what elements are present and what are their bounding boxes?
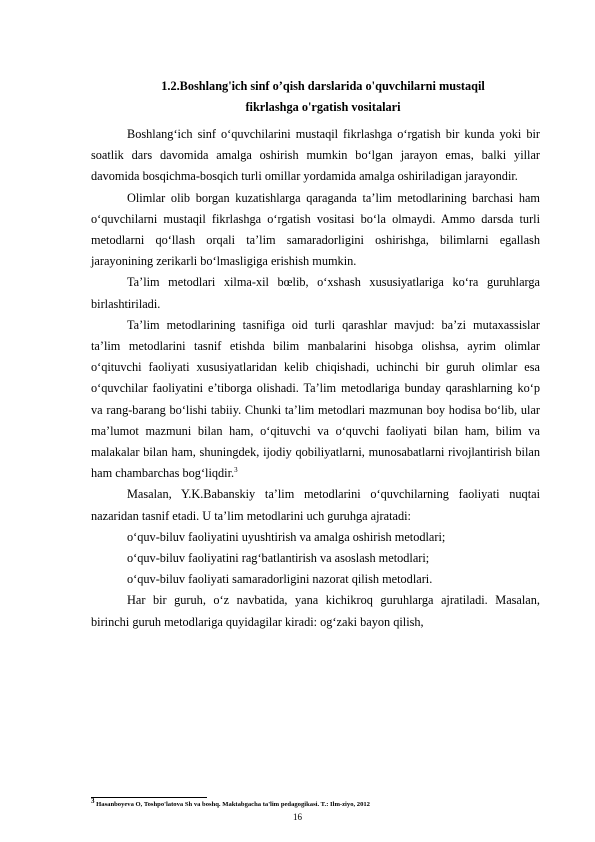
paragraph: Har bir guruh, o‘z navbatida, yana kichikroq guruhlarga ajratiladi. Masalan, birinchi guruh metodlariga quyidagilar kiradi: og‘zaki bayon qilish, [91, 593, 540, 629]
section-heading-line1: 1.2.Boshlang'ich sinf o’qish darslarida o'quvchilarni mustaqil [161, 79, 485, 93]
footnote-marker: 3 [234, 466, 238, 475]
paragraph: Ta’lim metodlari xilma-xil bœlib, o‘xshash xususiyatlariga ko‘ra guruhlarga birlashtiriladi. [91, 275, 540, 311]
paragraph: Masalan, Y.K.Babanskiy ta’lim metodlarini o‘quvchilarning faoliyati nuqtai nazaridan tasnif etadi. U ta’lim metodlarini uch guruhga ajratadi: [91, 487, 540, 523]
page-number: 16 [293, 812, 302, 822]
list-item: o‘quv-biluv faoliyati samaradorligini nazorat qilish metodlari. [127, 572, 433, 587]
list-item: o‘quv-biluv faoliyatini rag‘batlantirish va asoslash metodlari; [127, 551, 430, 566]
footnote [91, 797, 370, 809]
footnote-text: Hasanboyeva O, Toshpo'latova Sh va boshq. Maktabgacha ta'lim pedagogikasi. T.: Ilm-ziyo, 2012 [96, 801, 370, 809]
paragraph: Olimlar olib borgan kuzatishlarga qaraganda ta’lim metodlarining barchasi ham o‘quvchilarni mustaqil fikrlashga o‘rgatish vositasi bo‘la olmaydi. Ammo darsda turli metodlarni qo‘llash orqali ta’lim samaradorligini oshirishga, bilimlarni egallash jarayonining zerikarli bo‘lmasligiga erishish mumkin. [91, 190, 540, 269]
footnote-number: 3 [91, 797, 95, 805]
footnote-divider [91, 797, 207, 798]
paragraph: Ta’lim metodlarining tasnifiga oid turli qarashlar mavjud: ba’zi mutaxassislar ta’lim metodlarini tasnif etishda bilim manbalarini hisobga olishsa, ayrim olimlar o‘qituvchi faoliyati xususiyatlaridan kelib chiqishadi, uchinchi bir guruh olimlar esa o‘quvchilar faoliyatini e’tiborga olishadi. Ta’lim metodlariga bunday qarashlarning ko‘p va rang-barang bo‘lishi tabiiy. Chunki ta’lim metodlari mazmunan boy hodisa bo‘lib, ular ma’lumot mazmuni bilan ham, o‘qituvchi va o‘quvchi faoliyati bilan ham, bilim va malakalar bilan ham, shuningdek, ijodiy qobiliyatlarni, munosabatlarni rivojlantirish bilan ham chambarchas bog‘liqdir.$^3$ [91, 317, 540, 481]
section-heading-line2: fikrlashga o'rgatish vositalari [245, 100, 401, 114]
body-text [91, 124, 540, 633]
paragraph: Boshlang‘ich sinf o‘quvchilarini mustaqil fikrlashga o‘rgatish bir kunda yoki bir soatlik dars davomida amalga oshirish mumkin bo‘lgan jarayon emas, balki yillar davomida bosqichma-bosqich turli omillar yordamida amalga oshiriladigan jarayondir. [91, 127, 540, 184]
list-item: o‘quv-biluv faoliyatini uyushtirish va amalga oshirish metodlari; [127, 529, 446, 544]
